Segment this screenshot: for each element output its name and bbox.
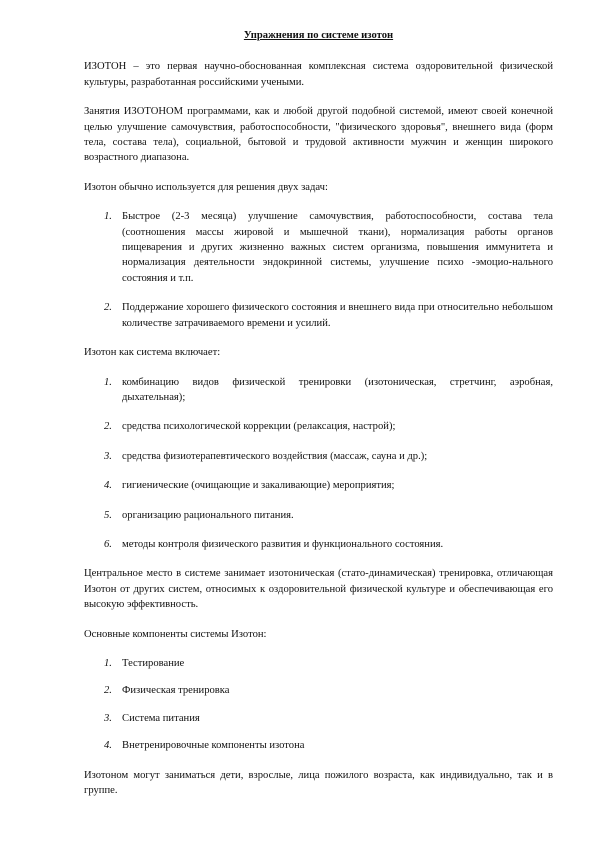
document-title: Упражнения по системе изотон [243,30,394,41]
list-item [84,537,553,552]
intro-paragraph: ИЗОТОН – это первая научно-обоснованная комплексная система оздоровительной физической культуры, разработанная российскими учеными. [84,61,553,88]
list-item-text: комбинацию видов физической тренировки (изотоническая, стретчинг, аэробная, дыхательная); [122,376,553,403]
includes-lead-paragraph: Изотон как система включает: [84,347,221,359]
list-number: 6. [104,538,112,550]
list-number: 2. [104,302,112,314]
list-item-text: Быстрое (2-3 месяца) улучшение самочувствия, работоспособности, состава тела (соотношения массы жировой и мышечной ткани), нормализация работы органов пищеварения и других жизненно важных систем организма, повышения иммунитета и нормализация деятельности эндокринной системы, улучшение психо -эмоцио-нального состояния и т.п. [122,211,553,284]
central-paragraph: Центральное место в системе занимает изотоническая (стато-динамическая) тренировка, отличающая Изотон от других систем, относимых к оздоровительной физической культуре и обеспечивающая его высокую эффективность. [84,568,553,611]
list-item-text: Система питания [122,712,200,724]
list-number: 3. [104,712,112,724]
list-item-text: Внетренировочные компоненты изотона [122,740,305,752]
list-item [84,656,553,671]
tasks-list [84,209,553,331]
list-item [84,449,553,464]
list-number: 2. [104,421,112,433]
list-item-text: Поддержание хорошего физического состояния и внешнего вида при относительно небольшом количестве затрачиваемого времени и усилий. [122,302,553,329]
list-item-text: средства физиотерапевтического воздействия (массаж, сауна и др.); [122,450,428,462]
list-item-text: средства психологической коррекции (релаксация, настрой); [122,421,396,433]
list-item [84,300,553,331]
list-item [84,375,553,406]
list-item-text: организацию рационального питания. [122,509,294,521]
list-number: 1. [104,211,112,223]
list-number: 1. [104,657,112,669]
closing-paragraph: Изотоном могут заниматься дети, взрослые, лица пожилого возраста, как индивидуально, так и в группе. [84,769,553,796]
list-item [84,711,553,726]
list-item [84,508,553,523]
list-item-text: методы контроля физического развития и функционального состояния. [122,538,444,550]
list-number: 1. [104,376,112,388]
list-item-text: гигиенические (очищающие и закаливающие) мероприятия; [122,480,395,492]
list-item-text: Физическая тренировка [122,685,230,697]
list-item [84,738,553,753]
list-item-text: Тестирование [122,657,185,669]
list-number: 5. [104,509,112,521]
components-list [84,656,553,754]
list-number: 4. [104,480,112,492]
list-number: 2. [104,685,112,697]
list-item [84,209,553,286]
components-lead-paragraph: Основные компоненты системы Изотон: [84,628,267,640]
goals-paragraph: Занятия ИЗОТОНОМ программами, как и любой другой подобной системой, имеют своей конечной целью улучшение самочувствия, работоспособности, "физического здоровья", внешнего вида (форм тела, состава тела), социальной, бытовой и трудовой активности мужчин и женщин широкого возрастного диапазона. [84,106,553,164]
list-number: 4. [104,740,112,752]
list-item [84,478,553,493]
includes-list [84,375,553,553]
list-item [84,683,553,698]
tasks-lead-paragraph: Изотон обычно используется для решения двух задач: [84,181,328,193]
list-item [84,419,553,434]
list-number: 3. [104,450,112,462]
